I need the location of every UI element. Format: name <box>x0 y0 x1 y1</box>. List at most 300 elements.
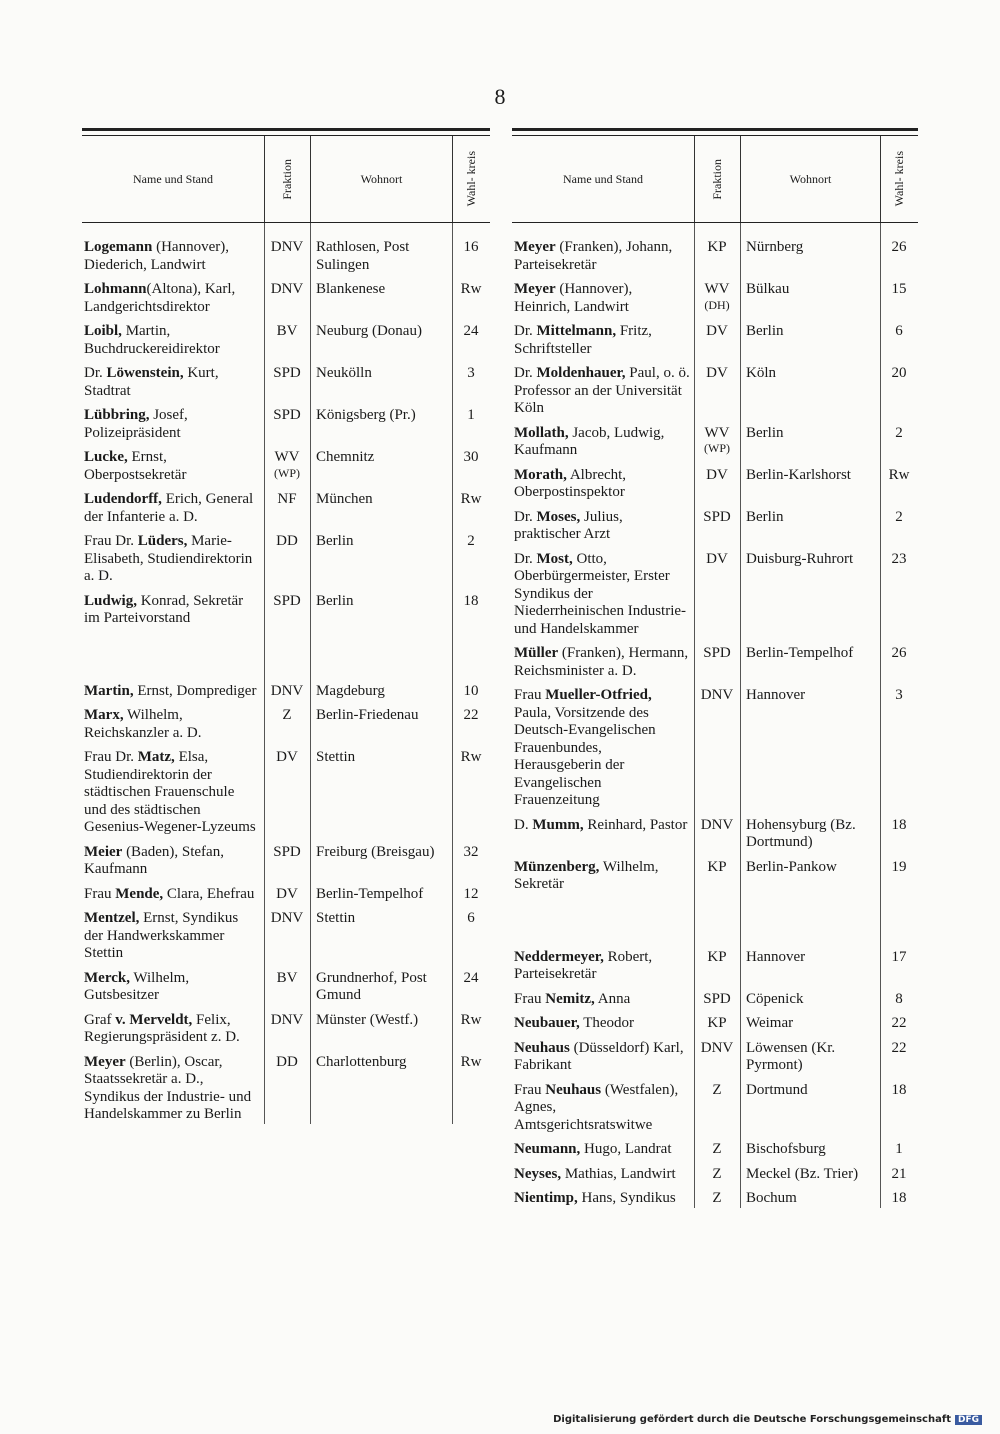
member-surname: Neddermeyer, <box>514 948 604 965</box>
header-fraktion: Fraktion <box>710 158 724 200</box>
member-name-cell <box>512 1015 694 1033</box>
wahlkreis-cell: 19 <box>891 858 907 875</box>
column-divider <box>264 223 265 1124</box>
member-name-cell <box>82 449 264 484</box>
member-title: Dr. <box>84 365 107 381</box>
member-surname: Moses, <box>536 508 581 525</box>
member-name-cell <box>82 1012 264 1047</box>
table-row <box>512 1040 918 1075</box>
wohnort-cell: Meckel (Bz. Trier) <box>746 1165 859 1182</box>
member-details: Marie-Elisabeth, Studiendirektorin a. D. <box>84 533 253 584</box>
wahlkreis-cell: 32 <box>463 843 479 860</box>
member-title: Frau Dr. <box>84 749 138 765</box>
table-row <box>82 1054 490 1124</box>
member-surname: Meyer <box>84 1053 126 1070</box>
wahlkreis-cell: 15 <box>891 281 907 297</box>
right-column <box>512 128 918 1215</box>
table-row <box>82 239 490 274</box>
fraktion-value: Z <box>712 1081 722 1098</box>
member-surname: Müller <box>514 645 559 661</box>
fraktion-cell <box>694 991 740 1009</box>
member-name-cell <box>512 1040 694 1075</box>
fraktion-cell <box>264 1054 310 1124</box>
member-details: (Baden), Stefan, Kaufmann <box>84 843 224 877</box>
member-surname: Morath, <box>514 466 567 483</box>
wohnort-cell: Berlin <box>746 323 784 339</box>
footer-credit <box>553 1414 982 1425</box>
left-entries <box>82 223 490 1124</box>
wohnort-cell: Neukölln <box>316 365 372 381</box>
member-name-cell <box>512 949 694 984</box>
member-details: Ernst, Syndikus der Handwerkskammer Stettin <box>84 910 239 961</box>
footer-text: Digitalisierung gefördert durch die Deutsche Forschungsgemeinschaft <box>553 1414 951 1425</box>
fraktion-cell <box>264 1012 310 1047</box>
member-title: Frau <box>514 1081 546 1098</box>
member-details: (Düsseldorf) Karl, Fabrikant <box>514 1039 684 1073</box>
member-name-cell <box>82 281 264 316</box>
header-wohnort: Wohnort <box>740 136 880 222</box>
page-number: 8 <box>494 84 506 109</box>
fraktion-cell <box>694 687 740 810</box>
wohnort-cell: Nürnberg <box>746 239 804 255</box>
wahlkreis-cell: 2 <box>895 424 903 441</box>
table-row <box>512 687 918 810</box>
fraktion-value: WV <box>704 424 730 441</box>
fraktion-value: DNV <box>270 281 304 297</box>
wahlkreis-cell: 23 <box>891 550 907 567</box>
wohnort-cell: Hannover <box>746 948 806 965</box>
fraktion-cell <box>694 859 740 894</box>
table-row <box>512 425 918 460</box>
wahlkreis-cell: 18 <box>463 592 479 609</box>
member-name-cell <box>82 707 264 742</box>
member-surname: Ludendorff, <box>84 491 162 507</box>
header-fraktion: Fraktion <box>280 158 294 200</box>
fraktion-cell <box>694 1190 740 1208</box>
table-row <box>82 749 490 837</box>
member-name-cell <box>512 991 694 1009</box>
fraktion-cell <box>264 323 310 358</box>
wohnort-cell: Chemnitz <box>316 449 375 465</box>
member-name-cell <box>512 239 694 274</box>
column-divider <box>310 223 311 1124</box>
fraktion-cell <box>694 467 740 502</box>
member-surname: Meyer <box>514 239 556 255</box>
wahlkreis-cell: 30 <box>463 449 479 465</box>
fraktion-value: Z <box>712 1190 722 1206</box>
member-name-cell <box>512 323 694 358</box>
wahlkreis-cell: 2 <box>895 508 903 525</box>
fraktion-cell <box>264 749 310 837</box>
fraktion-value: KP <box>707 239 727 255</box>
table-row <box>82 886 490 904</box>
member-details: (Franken), Johann, Parteisekretär <box>514 239 673 273</box>
wohnort-cell: Löwensen (Kr. Pyrmont) <box>746 1039 836 1073</box>
double-rule <box>82 128 490 136</box>
member-title: Graf <box>84 1011 116 1028</box>
fraktion-value: DNV <box>700 1039 734 1056</box>
fraktion-value: SPD <box>273 843 301 860</box>
member-details: Julius, praktischer Arzt <box>514 508 623 542</box>
table-row <box>512 239 918 274</box>
fraktion-value: DV <box>706 466 728 483</box>
member-details: Ernst, Oberpostsekretär <box>84 449 187 483</box>
table-row <box>512 949 918 984</box>
member-surname: Matz, <box>137 749 175 765</box>
table-row <box>82 683 490 701</box>
table-row <box>82 407 490 442</box>
member-surname: Martin, <box>84 682 134 699</box>
member-title: Frau <box>514 687 546 703</box>
member-name-cell <box>512 859 694 894</box>
wohnort-cell: Freiburg (Breisgau) <box>316 843 435 860</box>
member-title: Dr. <box>514 508 537 525</box>
member-name-cell <box>82 533 264 586</box>
wahlkreis-cell: Rw <box>460 1011 482 1028</box>
fraktion-value: DNV <box>270 910 304 926</box>
wohnort-cell: Bülkau <box>746 281 790 297</box>
fraktion-cell <box>694 509 740 544</box>
wahlkreis-cell: 22 <box>891 1015 907 1031</box>
wohnort-cell: Dortmund <box>746 1081 808 1098</box>
fraktion-value: Z <box>712 1165 722 1182</box>
fraktion-value: DD <box>276 1053 298 1070</box>
fraktion-value: SPD <box>703 990 731 1007</box>
fraktion-value: DNV <box>270 682 304 699</box>
fraktion-value: KP <box>707 948 727 965</box>
member-surname: Neuhaus <box>514 1039 570 1056</box>
wohnort-cell: Berlin <box>316 592 354 609</box>
member-details: (Hannover), Heinrich, Landwirt <box>514 281 633 315</box>
member-name-cell <box>82 491 264 526</box>
member-details: Felix, Regierungspräsident z. D. <box>84 1011 240 1045</box>
fraktion-value: DNV <box>700 816 734 833</box>
member-title: D. <box>514 816 533 833</box>
table-header <box>82 136 490 223</box>
table-row <box>512 1190 918 1208</box>
table-row <box>82 323 490 358</box>
member-surname: Logemann <box>84 239 153 255</box>
wohnort-cell: Neuburg (Donau) <box>316 323 422 339</box>
fraktion-cell <box>694 1015 740 1033</box>
member-surname: Mueller-Otfried, <box>545 687 652 703</box>
member-name-cell <box>512 1190 694 1208</box>
fraktion-cell <box>264 533 310 586</box>
member-details: Fritz, Schriftsteller <box>514 323 652 357</box>
member-details: Hugo, Landrat <box>580 1141 672 1157</box>
wohnort-cell: Berlin <box>746 508 784 525</box>
wahlkreis-cell: Rw <box>460 491 482 507</box>
member-details: Erich, General der Infanterie a. D. <box>84 491 254 525</box>
wahlkreis-cell: 18 <box>891 1081 907 1098</box>
fraktion-cell <box>264 593 310 628</box>
member-details: Paul, o. ö. Professor an der Universität Köln <box>514 365 690 416</box>
wohnort-cell: Grundnerhof, Post Gmund <box>316 969 427 1003</box>
member-details: (Franken), Hermann, Reichsminister a. D. <box>514 645 689 679</box>
wahlkreis-cell: 26 <box>891 239 907 255</box>
member-details: Otto, Oberbürgermeister, Erster Syndikus der Niederrheinischen Industrie- und Handelskammer <box>514 550 687 637</box>
member-name-cell <box>512 687 694 810</box>
member-surname: Neyses, <box>514 1165 562 1182</box>
fraktion-value: WV <box>704 281 730 297</box>
member-details: Robert, Parteisekretär <box>514 948 653 982</box>
member-title: Dr. <box>514 323 537 339</box>
table-row <box>82 910 490 963</box>
member-name-cell <box>82 886 264 904</box>
table-row <box>82 533 490 586</box>
fraktion-cell <box>694 239 740 274</box>
member-name-cell <box>82 1054 264 1124</box>
wahlkreis-cell: 3 <box>895 687 903 703</box>
fraktion-cell <box>694 949 740 984</box>
member-name-cell <box>82 844 264 879</box>
fraktion-cell <box>694 323 740 358</box>
member-title: Frau Dr. <box>84 533 138 549</box>
member-name-cell <box>82 749 264 837</box>
member-surname: Lübbring, <box>84 407 150 423</box>
wohnort-cell: Cöpenick <box>746 990 804 1007</box>
member-details: Mathias, Landwirt <box>561 1165 676 1182</box>
header-wahlkreis: Wahl- kreis <box>892 151 906 207</box>
wohnort-cell: Berlin-Karlshorst <box>746 466 851 483</box>
table-row <box>512 281 918 316</box>
column-divider <box>694 223 695 1208</box>
wohnort-cell: Berlin-Tempelhof <box>746 645 854 661</box>
member-details: Theodor <box>579 1015 635 1031</box>
wohnort-cell: Weimar <box>746 1015 794 1031</box>
fraktion-value: SPD <box>273 592 301 609</box>
wahlkreis-cell: 1 <box>895 1141 903 1157</box>
member-surname: Lucke, <box>84 449 128 465</box>
fraktion-cell <box>264 239 310 274</box>
member-surname: Neumann, <box>514 1141 581 1157</box>
wahlkreis-cell: 12 <box>463 885 479 902</box>
column-divider <box>740 223 741 1208</box>
member-surname: Löwenstein, <box>106 365 184 381</box>
table-row <box>512 1141 918 1159</box>
wohnort-cell: Stettin <box>316 749 356 765</box>
wohnort-cell: Münster (Westf.) <box>316 1011 419 1028</box>
fraktion-value: DV <box>706 365 728 381</box>
fraktion-value: KP <box>707 858 727 875</box>
member-name-cell <box>82 970 264 1005</box>
fraktion-cell <box>694 281 740 316</box>
left-column <box>82 128 490 1131</box>
wahlkreis-cell: 24 <box>463 969 479 986</box>
wahlkreis-cell: 6 <box>895 323 903 339</box>
fraktion-cell <box>694 1166 740 1184</box>
wohnort-cell: Berlin-Pankow <box>746 858 837 875</box>
member-details: Albrecht, Oberpostinspektor <box>514 466 627 500</box>
member-details: Wilhelm, Reichskanzler a. D. <box>84 707 202 741</box>
wohnort-cell: Duisburg-Ruhrort <box>746 550 854 567</box>
member-surname: Mollath, <box>514 424 569 441</box>
wahlkreis-cell: 10 <box>463 682 479 699</box>
table-row <box>512 1082 918 1135</box>
member-surname: Lüders, <box>137 533 188 549</box>
member-name-cell <box>82 910 264 963</box>
member-surname: v. Merveldt, <box>115 1011 193 1028</box>
member-surname: Moldenhauer, <box>536 365 626 381</box>
fraktion-value: DD <box>276 533 298 549</box>
wahlkreis-cell: 24 <box>463 323 479 339</box>
table-row <box>82 449 490 484</box>
member-details: Ernst, Domprediger <box>133 682 257 699</box>
wahlkreis-cell: 20 <box>891 365 907 381</box>
member-details: Paula, Vorsitzende des Deutsch-Evangelischen Frauenbundes, Herausgeberin der Evangelischen Frauenzeitung <box>514 704 656 808</box>
wohnort-cell: Hohensyburg (Bz. Dortmund) <box>746 816 856 850</box>
fraktion-cell <box>264 683 310 701</box>
fraktion-cell <box>694 425 740 460</box>
table-row <box>82 707 490 742</box>
fraktion-value: SPD <box>703 508 731 525</box>
member-name-cell <box>512 817 694 852</box>
table-row <box>512 1015 918 1033</box>
column-divider <box>452 223 453 1124</box>
table-row <box>512 1166 918 1184</box>
fraktion-value: DV <box>276 885 298 902</box>
fraktion-value: DNV <box>270 1011 304 1028</box>
wohnort-cell: Bischofsburg <box>746 1141 826 1157</box>
header-name: Name und Stand <box>133 171 213 186</box>
wohnort-cell: Berlin-Friedenau <box>316 707 419 723</box>
section-gap <box>512 901 918 949</box>
member-name-cell <box>82 593 264 628</box>
wohnort-cell: Königsberg (Pr.) <box>316 407 416 423</box>
dfg-logo: DFG <box>955 1415 982 1425</box>
member-surname: Loibl, <box>84 323 122 339</box>
member-details: Clara, Ehefrau <box>163 885 255 902</box>
wahlkreis-cell: 8 <box>895 990 903 1007</box>
member-title: Dr. <box>514 550 537 567</box>
fraktion-value: Z <box>282 707 292 723</box>
table-row <box>82 1012 490 1047</box>
member-name-cell <box>512 467 694 502</box>
table-row <box>512 551 918 639</box>
wahlkreis-cell: 21 <box>891 1165 907 1182</box>
member-name-cell <box>512 645 694 680</box>
wahlkreis-cell: 22 <box>891 1039 907 1056</box>
member-details: (Westfalen), Agnes, Amtsgerichtsratswitwe <box>514 1081 679 1133</box>
table-row <box>512 859 918 894</box>
wahlkreis-cell: Rw <box>460 749 482 765</box>
wohnort-cell: Berlin <box>746 424 784 441</box>
member-surname: Nemitz, <box>545 990 595 1007</box>
member-surname: Mumm, <box>532 816 584 833</box>
fraktion-value: DV <box>706 550 728 567</box>
table-row <box>512 817 918 852</box>
wahlkreis-cell: Rw <box>460 281 482 297</box>
member-details: Martin, Buchdruckereidirektor <box>84 323 220 357</box>
fraktion-cell <box>694 365 740 418</box>
member-surname: Münzenberg, <box>514 858 600 875</box>
member-details: Konrad, Sekretär im Parteivorstand <box>84 592 244 626</box>
fraktion-cell <box>264 365 310 400</box>
member-name-cell <box>512 1166 694 1184</box>
fraktion-value: BV <box>276 323 298 339</box>
fraktion-cell <box>264 844 310 879</box>
wahlkreis-cell: 26 <box>891 645 907 661</box>
member-surname: Neuhaus <box>545 1081 602 1098</box>
member-surname: Mende, <box>115 885 164 902</box>
member-name-cell <box>82 239 264 274</box>
double-rule <box>512 128 918 136</box>
member-title: Frau <box>84 885 116 902</box>
table-header <box>512 136 918 223</box>
member-details: Jacob, Ludwig, Kaufmann <box>514 424 665 458</box>
member-surname: Nientimp, <box>514 1190 578 1206</box>
fraktion-value: DNV <box>700 687 734 703</box>
fraktion-value: NF <box>277 491 297 507</box>
fraktion-cell <box>694 817 740 852</box>
wahlkreis-cell: 3 <box>467 365 475 381</box>
fraktion-sub: (WP) <box>274 465 300 480</box>
table-row <box>82 593 490 628</box>
fraktion-value: SPD <box>703 645 731 661</box>
fraktion-cell <box>694 1082 740 1135</box>
fraktion-value: SPD <box>273 407 301 423</box>
member-details: Hans, Syndikus <box>577 1190 676 1206</box>
fraktion-cell <box>264 407 310 442</box>
fraktion-cell <box>694 1141 740 1159</box>
wohnort-cell: München <box>316 491 373 507</box>
wahlkreis-cell: 1 <box>467 407 475 423</box>
table-row <box>512 365 918 418</box>
member-surname: Mittelmann, <box>536 323 617 339</box>
table-row <box>82 281 490 316</box>
fraktion-cell <box>694 645 740 680</box>
wohnort-cell: Rathlosen, Post Sulingen <box>316 239 410 273</box>
wahlkreis-cell: Rw <box>888 466 910 483</box>
member-name-cell <box>512 551 694 639</box>
member-title: Dr. <box>514 365 537 381</box>
table-row <box>512 323 918 358</box>
member-surname: Meier <box>84 843 123 860</box>
member-name-cell <box>512 365 694 418</box>
fraktion-value: WV <box>274 449 300 465</box>
member-surname: Mentzel, <box>84 910 140 926</box>
wahlkreis-cell: 2 <box>467 533 475 549</box>
column-divider <box>880 223 881 1208</box>
table-row <box>512 645 918 680</box>
member-name-cell <box>512 509 694 544</box>
table-row <box>82 844 490 879</box>
fraktion-value: SPD <box>273 365 301 381</box>
member-name-cell <box>512 281 694 316</box>
fraktion-cell <box>694 551 740 639</box>
member-details: Wilhelm, Gutsbesitzer <box>84 969 190 1003</box>
fraktion-sub: (WP) <box>704 441 730 455</box>
fraktion-cell <box>264 910 310 963</box>
member-name-cell <box>82 323 264 358</box>
table-row <box>82 970 490 1005</box>
fraktion-cell <box>264 449 310 484</box>
wohnort-cell: Magdeburg <box>316 682 385 699</box>
member-details: Kurt, Stadtrat <box>84 365 219 399</box>
fraktion-value: KP <box>707 1015 727 1031</box>
member-details: (Berlin), Oscar, Staatssekretär a. D., Syndikus der Industrie- und Handelskammer zu Berlin <box>84 1053 252 1122</box>
fraktion-value: DV <box>706 323 728 339</box>
wahlkreis-cell: 17 <box>891 948 907 965</box>
fraktion-value: Z <box>712 1141 722 1157</box>
wohnort-cell: Charlottenburg <box>316 1053 407 1070</box>
member-name-cell <box>82 683 264 701</box>
table-row <box>512 467 918 502</box>
member-name-cell <box>512 1141 694 1159</box>
fraktion-cell <box>264 707 310 742</box>
wahlkreis-cell: 16 <box>463 239 479 255</box>
member-surname: Marx, <box>84 707 124 723</box>
